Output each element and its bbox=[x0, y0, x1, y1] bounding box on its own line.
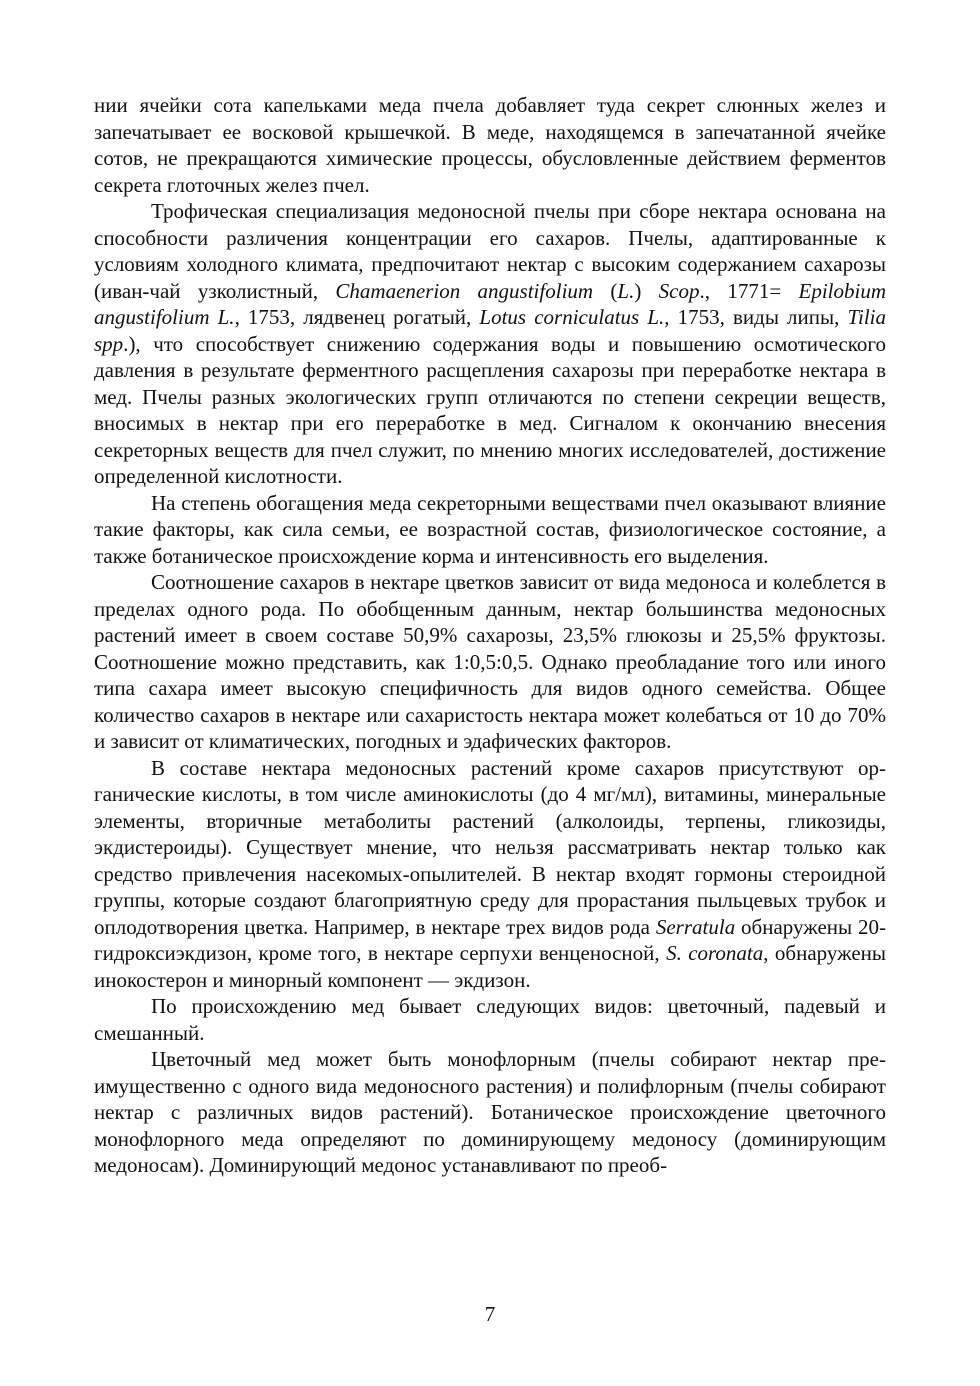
text-run: ( bbox=[593, 278, 618, 303]
paragraph-2 bbox=[94, 198, 886, 490]
text-run: ., 1771= bbox=[699, 278, 799, 303]
text-run: , 1753, лядвенец рогатый, bbox=[234, 305, 480, 329]
text-run: На степень обогащения меда секреторными веществами пчел оказывают влияние такие факторы, как сила семьи, ее возрастной состав, физиологическое состояние, а также ботаническое происхождение корма и интенсивность его выделения. bbox=[94, 490, 886, 568]
author-abbrev: Scop bbox=[658, 278, 700, 303]
author-abbrev: L. bbox=[617, 278, 635, 303]
text-run: Цветочный мед может быть монофлорным (пчелы собирают нектар преимущественно с одного вида медоносного растения) и полифлорным (пчелы собирают нектар с различных видов растений). Ботаническое происхождение цветочного монофлорного меда определяют по доминирующему медоносу (доминирующим медоносам). Доминирующий медонос устанавливают по преоб- bbox=[94, 1047, 886, 1177]
latin-name: Lotus corniculatus L. bbox=[479, 305, 665, 329]
paragraph-6 bbox=[94, 993, 886, 1046]
paragraph-5 bbox=[94, 755, 886, 994]
latin-name: Epilobium angustifolium L. bbox=[94, 278, 886, 329]
document-body bbox=[94, 92, 886, 1179]
text-run: ) bbox=[634, 278, 659, 303]
text-run: В составе нектара медоносных растений кроме сахаров присутствуют органические кислоты, в том числе аминокислоты (до 4 мг/мл), витамины, минеральные элементы, вторичные метаболиты растений (алколоиды, терпены, гликозиды, экдистероиды). Существует мнение, что нельзя рассматривать нектар только как средство привлечения насекомых-опылителей. В нектар входят гормоны стероидной группы, которые создают благоприятную среду для прорастания пыльцевых трубок и оплодотворения цветка. Например, в нектаре трех видов рода bbox=[94, 755, 886, 939]
latin-name: S. coronata bbox=[666, 941, 764, 965]
text-run: По происхождению мед бывает следующих видов: цветочный, падевый и смешанный. bbox=[94, 994, 886, 1045]
latin-name: Chamaenerion angustifolium bbox=[335, 278, 594, 303]
paragraph-7 bbox=[94, 1046, 886, 1179]
text-run: , 1753, виды липы, bbox=[664, 305, 848, 329]
paragraph-3 bbox=[94, 490, 886, 570]
text-run: нии ячейки сота капельками меда пчела добавляет туда секрет слюнных желез и запечатывает ее восковой крышечкой. В меде, находящемся в запечатанной ячейке сотов, не прекращаются химические процессы, обусловленные действием ферментов секрета глоточных желез пчел. bbox=[94, 93, 886, 197]
latin-name: Tilia spp bbox=[94, 305, 887, 356]
latin-name: Serratula bbox=[655, 914, 736, 939]
text-run: Трофическая специализация медоносной пчелы при сборе нектара основана на способности различения концентрации его сахаров. Пчелы, адаптированные к условиям холодного климата, предпочитают нектар с высоким содержанием сахарозы (иван-чай узколистный, bbox=[94, 199, 886, 303]
paragraph-4 bbox=[94, 569, 886, 755]
text-run: , обнаружены инокостерон и минорный компонент — экдизон. bbox=[94, 941, 887, 992]
text-run: обнаружены 20-гидроксиэкдизон, кроме того, в нектаре серпухи венценосной, bbox=[94, 914, 886, 965]
paragraph-1 bbox=[94, 92, 886, 198]
page-number: 7 bbox=[484, 1302, 496, 1326]
text-run: .), что способствует снижению содержания воды и повышению осмотического давления в результате ферментного расщепления сахарозы при переработке нектара в мед. Пчелы разных экологических групп отличаются по степени секреции веществ, вносимых в нектар при его переработке в мед. Сигналом к окончанию внесения секреторных веществ для пчел служит, по мнению многих исследователей, достижение определенной кислотности. bbox=[94, 331, 886, 488]
text-run: Соотношение сахаров в нектаре цветков зависит от вида медоноса и колеблется в пределах одного рода. По обобщенным данным, нектар большинства медоносных растений имеет в своем составе 50,9% сахарозы, 23,5% глюкозы и 25,5% фруктозы. Соотношение можно представить, как 1:0,5:0,5. Однако преобладание того или иного типа сахара имеет высокую специфичность для видов одного семейства. Общее количество сахаров в нектаре или сахаристость нектара может колебаться от 10 до 70% и зависит от климатических, погодных и эдафических факторов. bbox=[94, 570, 886, 753]
